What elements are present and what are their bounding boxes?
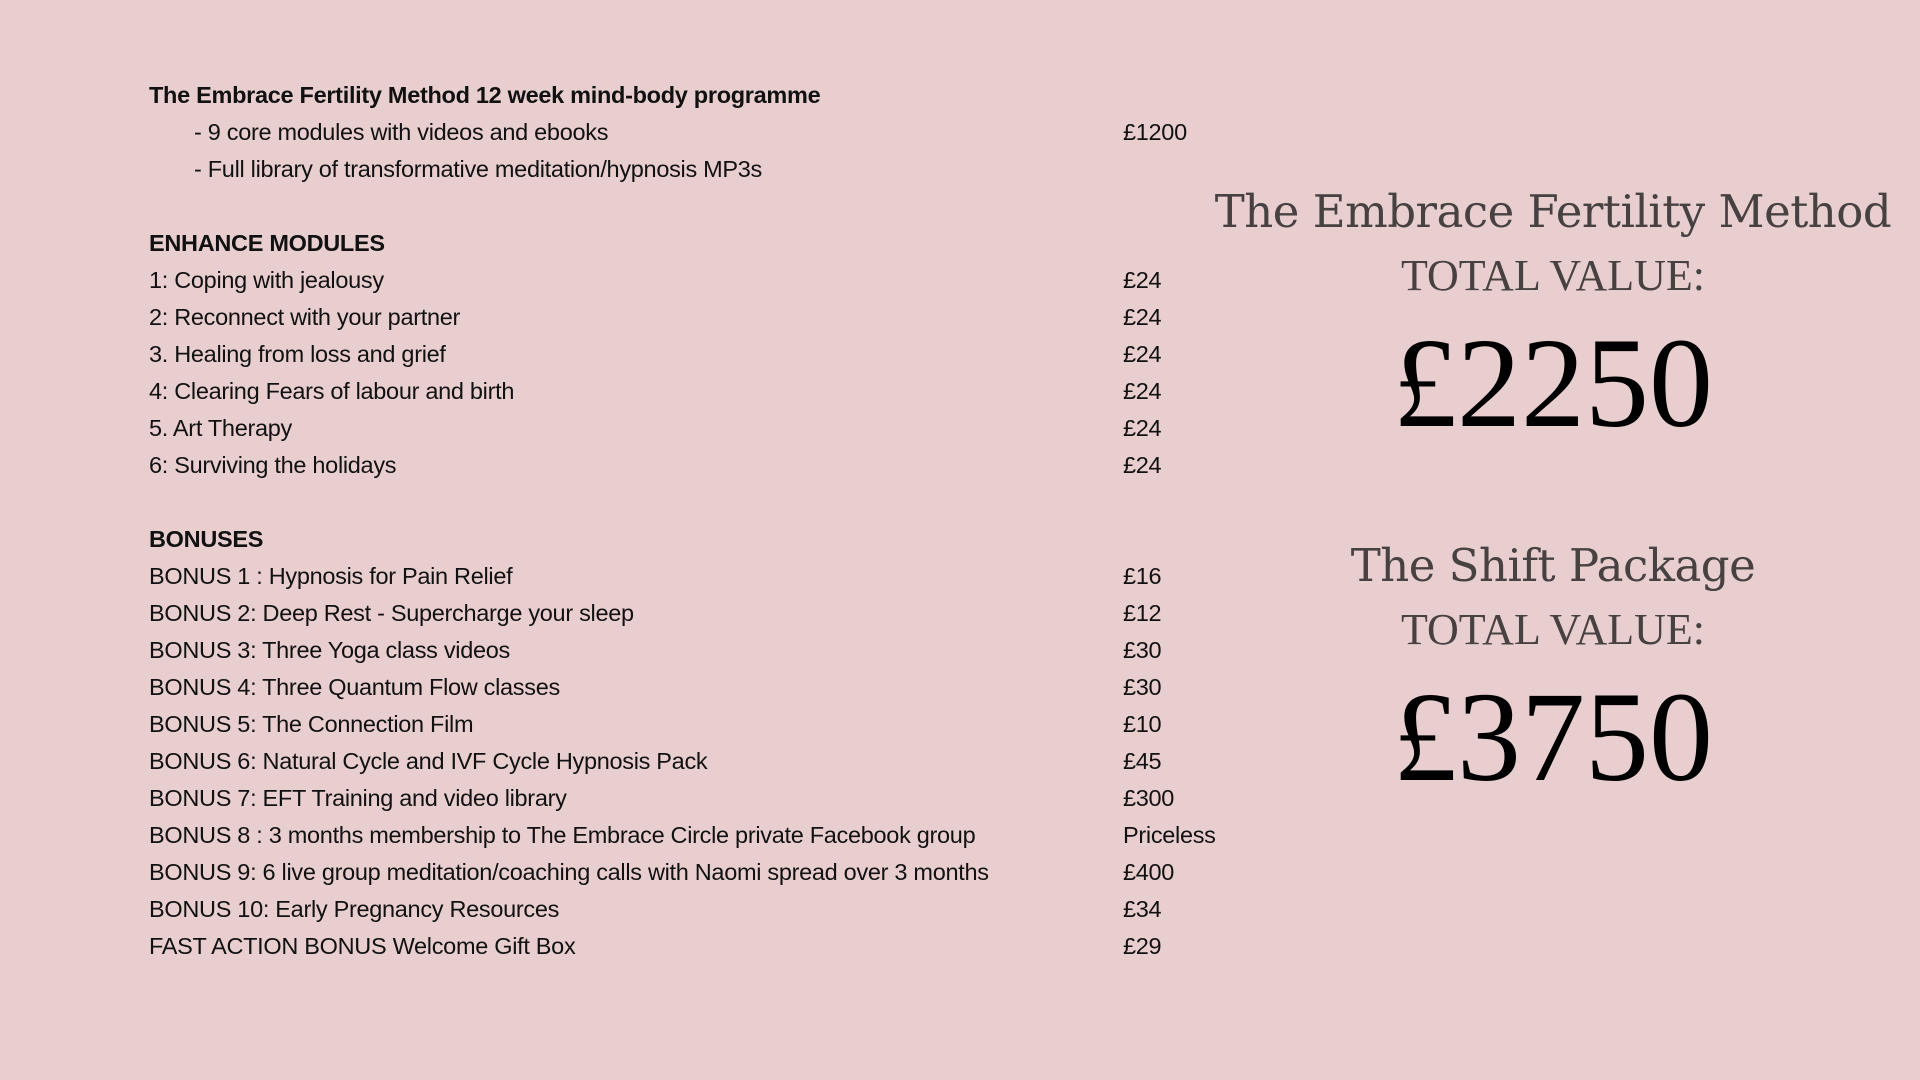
item-price: £24 <box>1123 267 1162 293</box>
item-label: BONUS 2: Deep Rest - Supercharge your sleep <box>149 600 634 626</box>
list-item <box>149 743 1349 780</box>
bonuses-heading-row <box>149 521 1349 558</box>
item-price: £400 <box>1123 859 1175 885</box>
list-item <box>149 669 1349 706</box>
total-value-label: TOTAL VALUE: <box>1400 251 1706 300</box>
item-price: £45 <box>1123 748 1162 774</box>
item-label: BONUS 1 : Hypnosis for Pain Relief <box>149 563 513 589</box>
item-price: £24 <box>1123 341 1162 367</box>
item-price: Priceless <box>1123 822 1216 848</box>
list-item <box>149 817 1349 854</box>
list-item <box>149 373 1349 410</box>
item-price: £30 <box>1123 637 1162 663</box>
item-label: BONUS 5: The Connection Film <box>149 711 474 737</box>
list-item <box>149 151 1349 188</box>
list-item <box>149 928 1349 965</box>
item-price: £29 <box>1123 933 1162 959</box>
item-price: £24 <box>1123 452 1162 478</box>
item-price: £24 <box>1123 415 1162 441</box>
package-name: The Embrace Fertility Method <box>1214 185 1892 238</box>
embrace-total-block <box>1193 180 1913 458</box>
item-label: - Full library of transformative meditation/hypnosis MP3s <box>194 156 763 182</box>
programme-title-row <box>149 77 1349 114</box>
list-item <box>149 706 1349 743</box>
item-price: £30 <box>1123 674 1162 700</box>
list-item <box>149 114 1349 151</box>
shift-total-block <box>1193 534 1913 812</box>
item-price: £1200 <box>1123 119 1187 145</box>
enhance-heading-row <box>149 225 1349 262</box>
item-price: £24 <box>1123 378 1162 404</box>
item-label: FAST ACTION BONUS Welcome Gift Box <box>149 933 576 959</box>
item-label: 3. Healing from loss and grief <box>149 341 446 367</box>
list-item <box>149 632 1349 669</box>
item-label: BONUS 6: Natural Cycle and IVF Cycle Hypnosis Pack <box>149 748 708 774</box>
list-item <box>149 262 1349 299</box>
spacer <box>149 188 1349 225</box>
item-label: - 9 core modules with videos and ebooks <box>194 119 609 145</box>
item-label: BONUS 3: Three Yoga class videos <box>149 637 510 663</box>
list-item <box>149 780 1349 817</box>
item-label: BONUS 7: EFT Training and video library <box>149 785 567 811</box>
item-label: 6: Surviving the holidays <box>149 452 397 478</box>
item-label: 1: Coping with jealousy <box>149 267 384 293</box>
item-price: £24 <box>1123 304 1162 330</box>
list-item <box>149 891 1349 928</box>
item-label: 5. Art Therapy <box>149 415 292 441</box>
list-item <box>149 299 1349 336</box>
programme-title: The Embrace Fertility Method 12 week mind-body programme <box>149 82 821 108</box>
total-value-label: TOTAL VALUE: <box>1400 605 1706 654</box>
item-label: BONUS 4: Three Quantum Flow classes <box>149 674 560 700</box>
item-label: 2: Reconnect with your partner <box>149 304 461 330</box>
item-label: BONUS 10: Early Pregnancy Resources <box>149 896 560 922</box>
list-item <box>149 854 1349 891</box>
list-item <box>149 558 1349 595</box>
total-value: £2250 <box>1393 312 1713 454</box>
item-price: £12 <box>1123 600 1162 626</box>
package-name: The Shift Package <box>1350 539 1756 592</box>
item-label: BONUS 9: 6 live group meditation/coaching calls with Naomi spread over 3 months <box>149 859 989 885</box>
item-label: 4: Clearing Fears of labour and birth <box>149 378 515 404</box>
bonuses-heading: BONUSES <box>149 526 264 552</box>
item-price: £34 <box>1123 896 1162 922</box>
item-label: BONUS 8 : 3 months membership to The Embrace Circle private Facebook group <box>149 822 976 848</box>
list-item <box>149 410 1349 447</box>
price-list <box>149 77 1349 965</box>
list-item <box>149 336 1349 373</box>
enhance-heading: ENHANCE MODULES <box>149 230 385 256</box>
list-item <box>149 447 1349 484</box>
item-price: £300 <box>1123 785 1175 811</box>
item-price: £16 <box>1123 563 1162 589</box>
spacer <box>149 484 1349 521</box>
item-price: £10 <box>1123 711 1162 737</box>
total-value: £3750 <box>1393 666 1713 808</box>
list-item <box>149 595 1349 632</box>
